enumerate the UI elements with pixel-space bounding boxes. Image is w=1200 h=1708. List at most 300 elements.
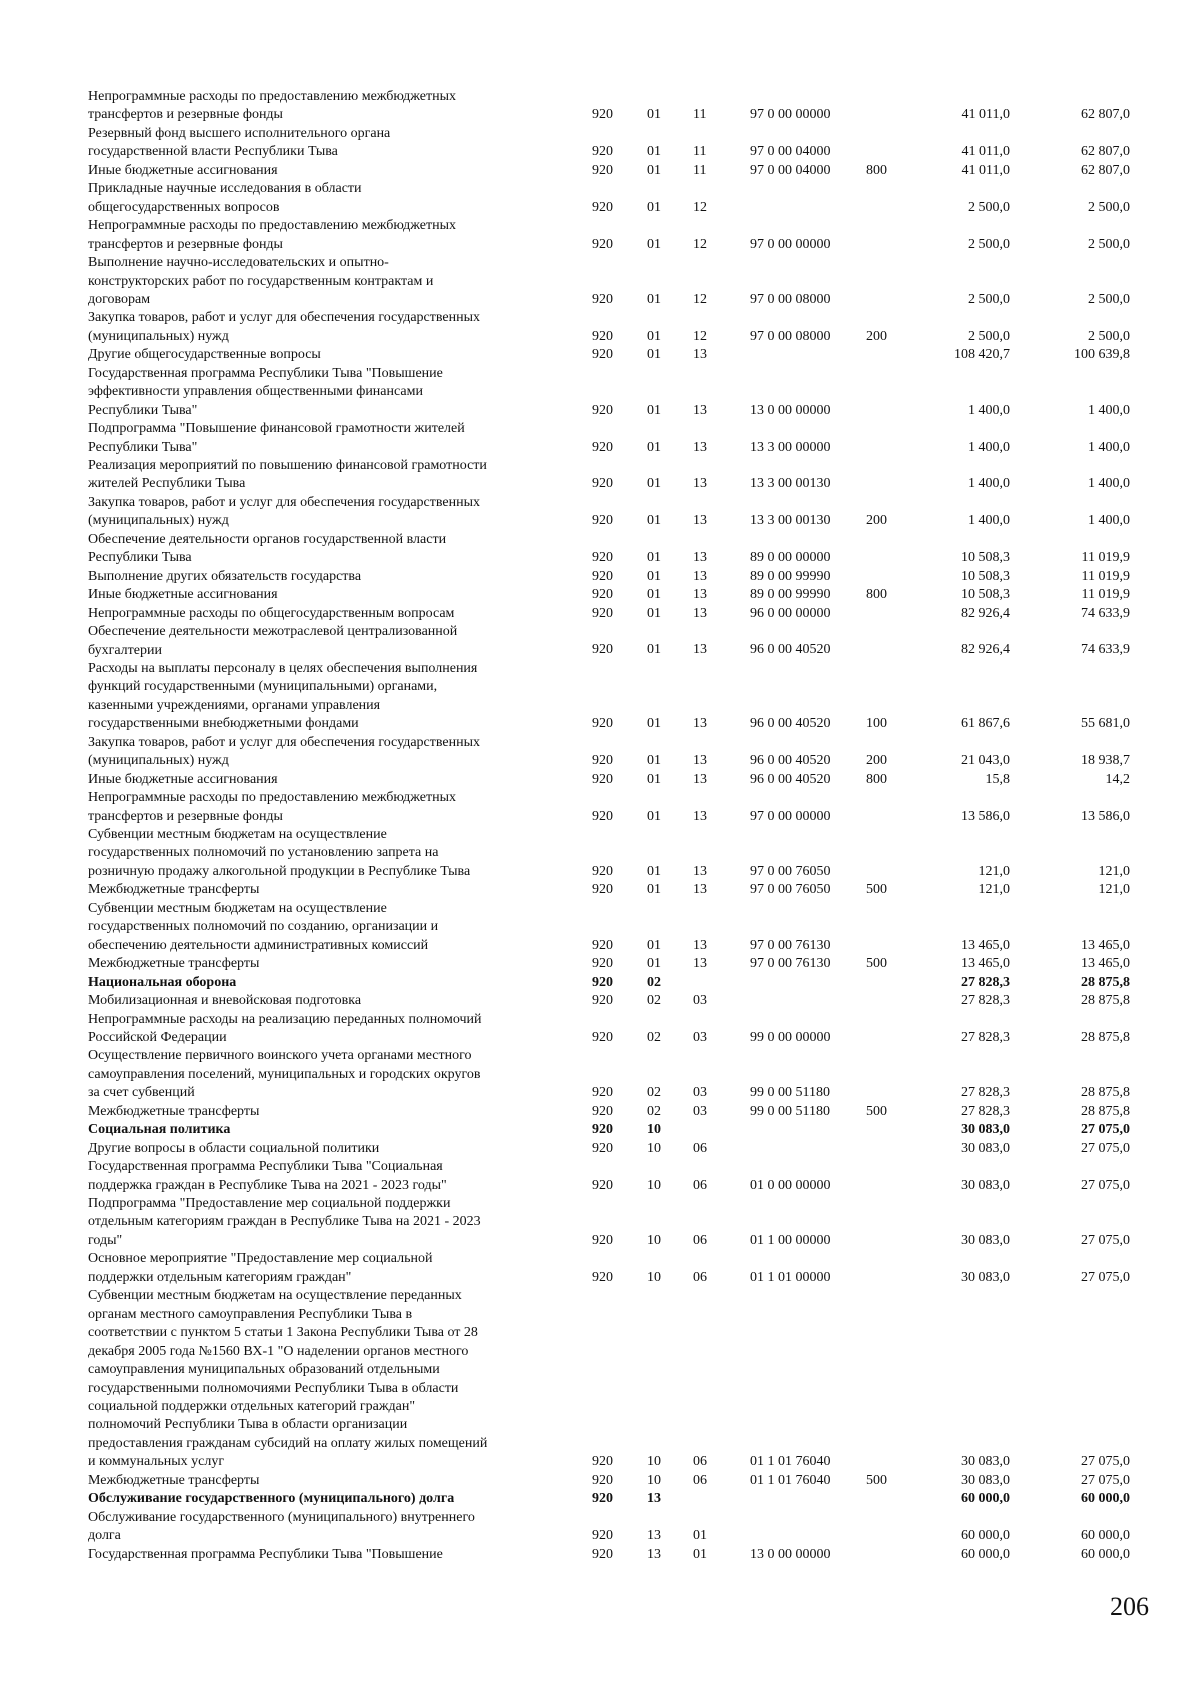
row-name-line: Другие вопросы в области социальной политики — [88, 1140, 380, 1156]
section-cell: 01 — [647, 439, 661, 455]
row-name — [88, 162, 558, 180]
table-row — [0, 881, 1200, 899]
amount-year1-cell: 30 083,0 — [961, 1472, 1010, 1488]
section-cell: 10 — [647, 1269, 661, 1285]
table-row — [0, 309, 1200, 346]
amount-year2-cell: 28 875,8 — [1081, 974, 1130, 990]
amount-year2-cell: 62 807,0 — [1081, 107, 1130, 123]
row-name-line: трансфертов и резервные фонды — [88, 808, 283, 824]
amount-year1-cell: 60 000,0 — [961, 1491, 1010, 1507]
row-name — [88, 734, 558, 771]
row-name — [88, 531, 558, 568]
table-row — [0, 1287, 1200, 1472]
expense-type-cell: 200 — [866, 753, 887, 769]
row-name-line: Мобилизационная и вневойсковая подготовка — [88, 993, 362, 1009]
amount-year1-cell: 10 508,3 — [961, 587, 1010, 603]
ved-cell: 920 — [592, 642, 613, 658]
section-cell: 01 — [647, 956, 661, 972]
expense-type-cell: 800 — [866, 771, 887, 787]
target-article-cell: 96 0 00 40520 — [750, 642, 831, 658]
table-row — [0, 605, 1200, 623]
amount-year1-cell: 2 500,0 — [968, 236, 1010, 252]
section-cell: 01 — [647, 199, 661, 215]
row-name-line: жителей Республики Тыва — [88, 476, 246, 492]
ved-cell: 920 — [592, 1491, 613, 1507]
table-row — [0, 1490, 1200, 1508]
target-article-cell: 89 0 00 00000 — [750, 550, 831, 566]
table-row — [0, 346, 1200, 364]
row-name-line: Прикладные научные исследования в области — [88, 181, 362, 197]
subsection-cell: 13 — [693, 550, 707, 566]
row-name-line: годы" — [88, 1232, 123, 1248]
expense-type-cell: 500 — [866, 882, 887, 898]
amount-year2-cell: 11 019,9 — [1081, 550, 1130, 566]
amount-year1-cell: 1 400,0 — [968, 402, 1010, 418]
table-row — [0, 955, 1200, 973]
row-name — [88, 88, 558, 125]
target-article-cell: 01 1 01 76040 — [750, 1472, 831, 1488]
section-cell: 01 — [647, 347, 661, 363]
table-row — [0, 771, 1200, 789]
section-cell: 10 — [647, 1472, 661, 1488]
amount-year2-cell: 121,0 — [1098, 882, 1130, 898]
amount-year2-cell: 100 639,8 — [1074, 347, 1130, 363]
section-cell: 01 — [647, 605, 661, 621]
amount-year2-cell: 60 000,0 — [1081, 1528, 1130, 1544]
amount-year1-cell: 10 508,3 — [961, 550, 1010, 566]
section-cell: 10 — [647, 1177, 661, 1193]
ved-cell: 920 — [592, 1528, 613, 1544]
amount-year1-cell: 30 083,0 — [961, 1269, 1010, 1285]
section-cell: 01 — [647, 513, 661, 529]
target-article-cell: 97 0 00 04000 — [750, 144, 831, 160]
row-name-line: Субвенции местным бюджетам на осуществление переданных — [88, 1288, 462, 1304]
section-cell: 01 — [647, 144, 661, 160]
amount-year2-cell: 60 000,0 — [1081, 1546, 1130, 1562]
row-name-line: отдельным категориям граждан в Республике Тыва на 2021 - 2023 — [88, 1214, 481, 1230]
row-name-line: Подпрограмма "Предоставление мер социальной поддержки — [88, 1196, 451, 1211]
ved-cell: 920 — [592, 347, 613, 363]
subsection-cell: 13 — [693, 808, 707, 824]
ved-cell: 920 — [592, 1029, 613, 1045]
table-row — [0, 568, 1200, 586]
section-cell: 01 — [647, 402, 661, 418]
table-row — [0, 734, 1200, 771]
section-cell: 02 — [647, 1085, 661, 1101]
table-row — [0, 1509, 1200, 1546]
ved-cell: 920 — [592, 605, 613, 621]
expense-type-cell: 500 — [866, 956, 887, 972]
row-name-line: эффективности управления общественными финансами — [88, 384, 423, 400]
amount-year2-cell: 1 400,0 — [1088, 402, 1130, 418]
row-name — [88, 660, 558, 734]
ved-cell: 920 — [592, 1472, 613, 1488]
amount-year1-cell: 1 400,0 — [968, 439, 1010, 455]
ved-cell: 920 — [592, 199, 613, 215]
section-cell: 13 — [647, 1546, 661, 1562]
row-name-line: Межбюджетные трансферты — [88, 1472, 260, 1488]
section-cell: 01 — [647, 236, 661, 252]
section-cell: 01 — [647, 753, 661, 769]
row-name-line: (муниципальных) нужд — [88, 753, 229, 769]
row-name-line: государственных полномочий по созданию, организации и — [88, 919, 439, 935]
row-name-line: Иные бюджетные ассигнования — [88, 162, 278, 178]
target-article-cell: 99 0 00 51180 — [750, 1085, 830, 1101]
amount-year2-cell: 28 875,8 — [1081, 1103, 1130, 1119]
subsection-cell: 01 — [693, 1528, 707, 1544]
section-cell: 10 — [647, 1454, 661, 1470]
row-name — [88, 568, 558, 586]
row-name — [88, 1509, 558, 1546]
row-name — [88, 1103, 558, 1121]
section-cell: 01 — [647, 587, 661, 603]
table-row — [0, 789, 1200, 826]
subsection-cell: 13 — [693, 771, 707, 787]
row-name-line: Непрограммные расходы по предоставлению межбюджетных — [88, 218, 456, 234]
amount-year1-cell: 41 011,0 — [961, 162, 1010, 178]
amount-year1-cell: 30 083,0 — [961, 1177, 1010, 1193]
amount-year1-cell: 21 043,0 — [961, 753, 1010, 769]
row-name-line: Непрограммные расходы по предоставлению межбюджетных — [88, 89, 456, 104]
row-name-line: государственными внебюджетными фондами — [88, 716, 359, 732]
ved-cell: 920 — [592, 753, 613, 769]
row-name-line: Закупка товаров, работ и услуг для обеспечения государственных — [88, 494, 481, 510]
row-name — [88, 365, 558, 420]
row-name — [88, 992, 558, 1010]
section-cell: 01 — [647, 550, 661, 566]
target-article-cell: 13 3 00 00130 — [750, 476, 831, 492]
row-name — [88, 254, 558, 309]
section-cell: 01 — [647, 328, 661, 344]
table-row — [0, 1195, 1200, 1250]
row-name-line: Обеспечение деятельности межотраслевой централизованной — [88, 624, 458, 640]
target-article-cell: 89 0 00 99990 — [750, 568, 831, 584]
section-cell: 10 — [647, 1122, 661, 1138]
amount-year2-cell: 27 075,0 — [1081, 1177, 1130, 1193]
subsection-cell: 13 — [693, 642, 707, 658]
row-name — [88, 1011, 558, 1048]
amount-year1-cell: 41 011,0 — [961, 107, 1010, 123]
row-name-line: соответствии с пунктом 5 статьи 1 Закона Республики Тыва от 28 — [88, 1325, 478, 1341]
table-row — [0, 586, 1200, 604]
target-article-cell: 97 0 00 76050 — [750, 882, 831, 898]
table-row — [0, 1546, 1200, 1564]
subsection-cell: 06 — [693, 1472, 707, 1488]
amount-year1-cell: 30 083,0 — [961, 1140, 1010, 1156]
row-name-line: конструкторских работ по государственным контрактам и — [88, 273, 434, 289]
section-cell: 01 — [647, 771, 661, 787]
ved-cell: 920 — [592, 937, 613, 953]
subsection-cell: 06 — [693, 1177, 707, 1193]
row-name-line: Обслуживание государственного (муниципального) внутреннего — [88, 1509, 475, 1525]
target-article-cell: 01 1 01 76040 — [750, 1454, 831, 1470]
row-name-line: Выполнение научно-исследовательских и опытно- — [88, 255, 389, 271]
row-name — [88, 420, 558, 457]
subsection-cell: 13 — [693, 937, 707, 953]
row-name — [88, 1047, 558, 1102]
section-cell: 01 — [647, 162, 661, 178]
section-cell: 13 — [647, 1528, 661, 1544]
row-name — [88, 771, 558, 789]
row-name — [88, 346, 558, 364]
row-name-line: Резервный фонд высшего исполнительного органа — [88, 125, 391, 141]
ved-cell: 920 — [592, 771, 613, 787]
section-cell: 02 — [647, 993, 661, 1009]
amount-year2-cell: 62 807,0 — [1081, 144, 1130, 160]
row-name-line: договорам — [88, 291, 151, 307]
amount-year1-cell: 27 828,3 — [961, 993, 1010, 1009]
table-row — [0, 180, 1200, 217]
amount-year1-cell: 30 083,0 — [961, 1232, 1010, 1248]
target-article-cell: 96 0 00 40520 — [750, 753, 831, 769]
amount-year2-cell: 74 633,9 — [1081, 642, 1130, 658]
table-row — [0, 1047, 1200, 1102]
amount-year1-cell: 15,8 — [985, 771, 1010, 787]
subsection-cell: 13 — [693, 476, 707, 492]
subsection-cell: 12 — [693, 328, 707, 344]
subsection-cell: 03 — [693, 993, 707, 1009]
ved-cell: 920 — [592, 1269, 613, 1285]
row-name — [88, 1472, 558, 1490]
table-row — [0, 974, 1200, 992]
row-name-line: (муниципальных) нужд — [88, 328, 229, 344]
row-name — [88, 881, 558, 899]
amount-year1-cell: 13 465,0 — [961, 937, 1010, 953]
row-name-line: обеспечению деятельности административных комиссий — [88, 937, 429, 953]
row-name-line: самоуправления муниципальных образований отдельными — [88, 1362, 440, 1378]
row-name-line: самоуправления поселений, муниципальных и городских округов — [88, 1066, 481, 1082]
row-name — [88, 217, 558, 254]
target-article-cell: 97 0 00 00000 — [750, 236, 831, 252]
ved-cell: 920 — [592, 1177, 613, 1193]
target-article-cell: 01 0 00 00000 — [750, 1177, 831, 1193]
ved-cell: 920 — [592, 882, 613, 898]
row-name-line: Субвенции местным бюджетам на осуществление — [88, 827, 387, 842]
table-row — [0, 88, 1200, 125]
amount-year2-cell: 28 875,8 — [1081, 1029, 1130, 1045]
amount-year2-cell: 27 075,0 — [1081, 1140, 1130, 1156]
amount-year1-cell: 1 400,0 — [968, 476, 1010, 492]
table-row — [0, 217, 1200, 254]
expense-type-cell: 800 — [866, 587, 887, 603]
amount-year1-cell: 82 926,4 — [961, 642, 1010, 658]
row-name-line: Закупка товаров, работ и услуг для обеспечения государственных — [88, 734, 481, 750]
row-name-line: Национальная оборона — [88, 974, 237, 990]
amount-year2-cell: 1 400,0 — [1088, 513, 1130, 529]
table-row — [0, 1103, 1200, 1121]
ved-cell: 920 — [592, 476, 613, 492]
row-name — [88, 826, 558, 881]
amount-year1-cell: 60 000,0 — [961, 1528, 1010, 1544]
row-name-line: Межбюджетные трансферты — [88, 882, 260, 898]
subsection-cell: 03 — [693, 1103, 707, 1119]
amount-year2-cell: 2 500,0 — [1088, 236, 1130, 252]
row-name-line: государственных полномочий по установлению запрета на — [88, 845, 439, 861]
row-name — [88, 1490, 558, 1508]
amount-year2-cell: 27 075,0 — [1081, 1232, 1130, 1248]
target-article-cell: 13 0 00 00000 — [750, 1546, 831, 1562]
amount-year1-cell: 10 508,3 — [961, 568, 1010, 584]
ved-cell: 920 — [592, 1232, 613, 1248]
row-name — [88, 586, 558, 604]
row-name-line: Основное мероприятие "Предоставление мер социальной — [88, 1251, 433, 1267]
row-name-line: Непрограммные расходы по общегосударственным вопросам — [88, 605, 455, 621]
subsection-cell: 12 — [693, 199, 707, 215]
ved-cell: 920 — [592, 402, 613, 418]
target-article-cell: 13 3 00 00130 — [750, 513, 831, 529]
row-name — [88, 494, 558, 531]
target-article-cell: 89 0 00 99990 — [750, 587, 831, 603]
amount-year2-cell: 27 075,0 — [1081, 1122, 1130, 1138]
row-name-line: за счет субвенций — [88, 1085, 195, 1101]
expense-type-cell: 800 — [866, 162, 887, 178]
row-name-line: Социальная политика — [88, 1122, 231, 1138]
subsection-cell: 06 — [693, 1232, 707, 1248]
table-row — [0, 365, 1200, 420]
page-number: 206 — [1110, 1592, 1149, 1621]
row-name-line: Расходы на выплаты персоналу в целях обеспечения выполнения — [88, 660, 478, 676]
row-name-line: Подпрограмма "Повышение финансовой грамотности жителей — [88, 421, 465, 437]
row-name-line: и коммунальных услуг — [88, 1454, 225, 1470]
section-cell: 01 — [647, 107, 661, 123]
row-name — [88, 309, 558, 346]
amount-year2-cell: 60 000,0 — [1081, 1491, 1130, 1507]
section-cell: 01 — [647, 863, 661, 879]
table-row — [0, 457, 1200, 494]
row-name-line: социальной поддержки отдельных категорий граждан" — [88, 1398, 416, 1414]
subsection-cell: 13 — [693, 716, 707, 732]
ved-cell: 920 — [592, 162, 613, 178]
ved-cell: 920 — [592, 974, 613, 990]
row-name-line: функций государственными (муниципальными) органами, — [88, 679, 438, 695]
subsection-cell: 13 — [693, 882, 707, 898]
ved-cell: 920 — [592, 1103, 613, 1119]
subsection-cell: 13 — [693, 568, 707, 584]
amount-year2-cell: 14,2 — [1105, 771, 1130, 787]
ved-cell: 920 — [592, 1546, 613, 1562]
table-row — [0, 1158, 1200, 1195]
amount-year1-cell: 27 828,3 — [961, 1029, 1010, 1045]
target-article-cell: 97 0 00 00000 — [750, 107, 831, 123]
amount-year2-cell: 11 019,9 — [1081, 587, 1130, 603]
section-cell: 01 — [647, 642, 661, 658]
row-name — [88, 789, 558, 826]
amount-year1-cell: 61 867,6 — [961, 716, 1010, 732]
row-name — [88, 1158, 558, 1195]
amount-year1-cell: 108 420,7 — [954, 347, 1010, 363]
amount-year2-cell: 13 586,0 — [1081, 808, 1130, 824]
subsection-cell: 01 — [693, 1546, 707, 1562]
row-name-line: Российской Федерации — [88, 1029, 227, 1045]
section-cell: 02 — [647, 974, 661, 990]
section-cell: 01 — [647, 882, 661, 898]
row-name-line: Государственная программа Республики Тыва "Повышение — [88, 1546, 443, 1562]
table-row — [0, 992, 1200, 1010]
row-name-line: поддержка граждан в Республике Тыва на 2021 - 2023 годы" — [88, 1177, 447, 1193]
table-row — [0, 623, 1200, 660]
target-article-cell: 97 0 00 08000 — [750, 328, 831, 344]
row-name — [88, 457, 558, 494]
table-row — [0, 531, 1200, 568]
target-article-cell: 97 0 00 04000 — [750, 162, 831, 178]
subsection-cell: 13 — [693, 956, 707, 972]
row-name-line: Субвенции местным бюджетам на осуществление — [88, 900, 387, 916]
table-row — [0, 125, 1200, 162]
subsection-cell: 03 — [693, 1029, 707, 1045]
row-name-line: Другие общегосударственные вопросы — [88, 347, 321, 363]
row-name-line: Закупка товаров, работ и услуг для обеспечения государственных — [88, 310, 481, 326]
amount-year2-cell: 74 633,9 — [1081, 605, 1130, 621]
row-name — [88, 900, 558, 955]
ved-cell: 920 — [592, 513, 613, 529]
ved-cell: 920 — [592, 1122, 613, 1138]
target-article-cell: 97 0 00 76130 — [750, 937, 831, 953]
subsection-cell: 06 — [693, 1140, 707, 1156]
table-row — [0, 254, 1200, 309]
expense-type-cell: 500 — [866, 1103, 887, 1119]
target-article-cell: 01 1 01 00000 — [750, 1269, 831, 1285]
ved-cell: 920 — [592, 993, 613, 1009]
row-name-line: розничную продажу алкогольной продукции в Республике Тыва — [88, 863, 471, 879]
ved-cell: 920 — [592, 1454, 613, 1470]
target-article-cell: 96 0 00 00000 — [750, 605, 831, 621]
section-cell: 10 — [647, 1232, 661, 1248]
amount-year2-cell: 27 075,0 — [1081, 1472, 1130, 1488]
target-article-cell: 13 0 00 00000 — [750, 402, 831, 418]
table-row — [0, 1140, 1200, 1158]
row-name-line: бухгалтерии — [88, 642, 162, 658]
ved-cell: 920 — [592, 144, 613, 160]
expense-type-cell: 200 — [866, 328, 887, 344]
row-name-line: Республики Тыва — [88, 550, 192, 566]
table-row — [0, 900, 1200, 955]
amount-year2-cell: 2 500,0 — [1088, 328, 1130, 344]
subsection-cell: 13 — [693, 513, 707, 529]
row-name — [88, 623, 558, 660]
section-cell: 01 — [647, 568, 661, 584]
amount-year2-cell: 11 019,9 — [1081, 568, 1130, 584]
row-name-line: Обслуживание государственного (муниципального) долга — [88, 1491, 455, 1507]
amount-year1-cell: 27 828,3 — [961, 974, 1010, 990]
row-name-line: долга — [88, 1528, 121, 1544]
amount-year2-cell: 62 807,0 — [1081, 162, 1130, 178]
expense-type-cell: 200 — [866, 513, 887, 529]
amount-year2-cell: 13 465,0 — [1081, 937, 1130, 953]
amount-year2-cell: 28 875,8 — [1081, 993, 1130, 1009]
amount-year2-cell: 13 465,0 — [1081, 956, 1130, 972]
ved-cell: 920 — [592, 1085, 613, 1101]
table-row — [0, 1121, 1200, 1139]
target-article-cell: 01 1 00 00000 — [750, 1232, 831, 1248]
amount-year2-cell: 27 075,0 — [1081, 1454, 1130, 1470]
ved-cell: 920 — [592, 291, 613, 307]
subsection-cell: 13 — [693, 587, 707, 603]
table-row — [0, 660, 1200, 734]
row-name-line: Осуществление первичного воинского учета органами местного — [88, 1048, 472, 1064]
subsection-cell: 13 — [693, 753, 707, 769]
row-name — [88, 1195, 558, 1250]
amount-year1-cell: 13 586,0 — [961, 808, 1010, 824]
row-name-line: государственной власти Республики Тыва — [88, 144, 338, 160]
ved-cell: 920 — [592, 107, 613, 123]
amount-year1-cell: 121,0 — [978, 863, 1010, 879]
target-article-cell: 99 0 00 51180 — [750, 1103, 830, 1119]
amount-year1-cell: 82 926,4 — [961, 605, 1010, 621]
ved-cell: 920 — [592, 956, 613, 972]
target-article-cell: 97 0 00 76050 — [750, 863, 831, 879]
amount-year2-cell: 28 875,8 — [1081, 1085, 1130, 1101]
amount-year1-cell: 27 828,3 — [961, 1103, 1010, 1119]
